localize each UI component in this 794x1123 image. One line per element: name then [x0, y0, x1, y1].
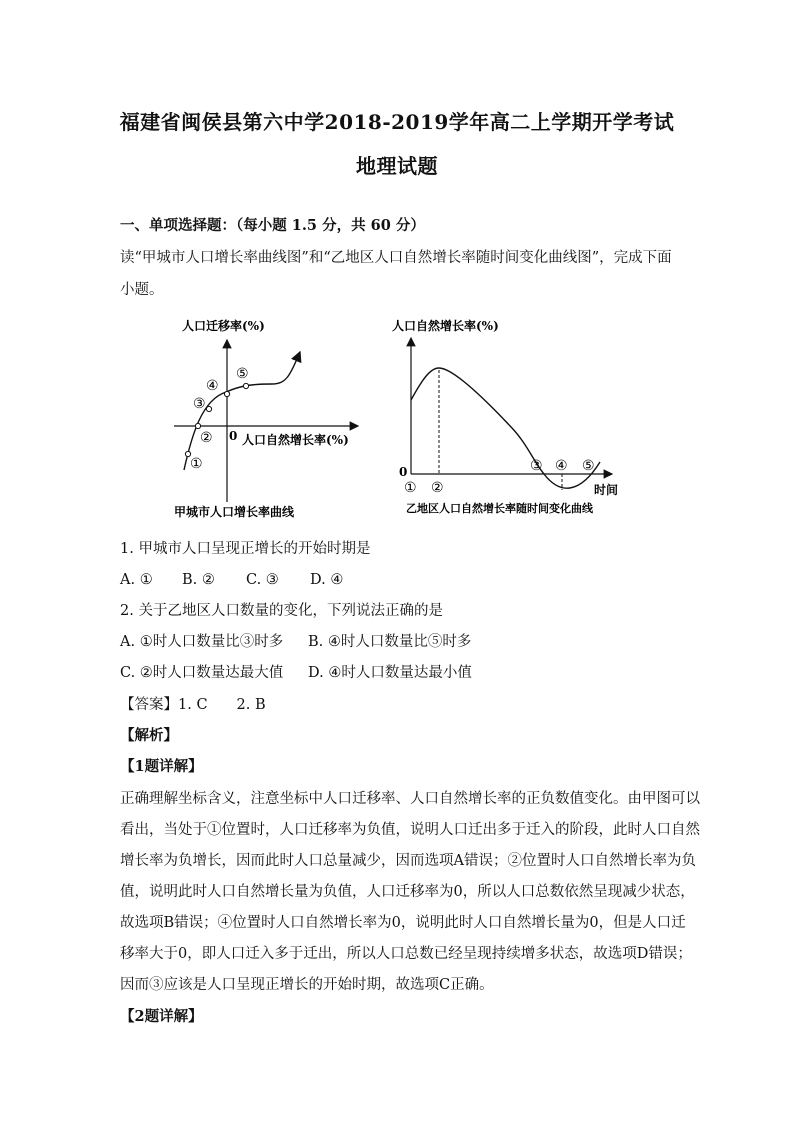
- q2-option-c: C. ②时人口数量达最大值: [120, 665, 284, 681]
- figure-b-marker-2: ②: [431, 480, 444, 496]
- figure-b-marker-4: ④: [555, 458, 568, 474]
- q1-option-b: B. ②: [182, 572, 215, 588]
- figure-a-point-3: [206, 406, 211, 411]
- figure-b-y-label: 人口自然增长率(%): [392, 319, 499, 333]
- answer: 【答案】1. C 2. B: [120, 697, 266, 713]
- q1-option-c: C. ③: [246, 572, 279, 588]
- intro-line-1: 读“甲城市人口增长率曲线图”和“乙地区人口自然增长率随时间变化曲线图”，完成下面: [120, 250, 672, 266]
- figure-b: [392, 312, 642, 527]
- q1-detail-line: 因而③应该是人口呈现正增长的开始时期，故选项C正确。: [120, 977, 494, 993]
- figure-a-x-label: 人口自然增长率(%): [242, 433, 349, 447]
- q2-option-b: B. ④时人口数量比⑤时多: [308, 634, 472, 650]
- figure-a-point-5: [243, 383, 248, 388]
- figure-b-marker-3: ③: [530, 458, 543, 474]
- figure-a-marker-3: ③: [193, 396, 206, 412]
- intro-line-2: 小题。: [120, 282, 164, 298]
- q1-detail-heading: 【1题详解】: [120, 758, 203, 775]
- figure-a-marker-5: ⑤: [236, 366, 249, 382]
- figure-b-marker-5: ⑤: [582, 458, 595, 474]
- analysis-heading: 【解析】: [120, 727, 178, 744]
- q1-detail-line: 移率大于0，即人口迁入多于迁出，所以人口总数已经呈现持续增多状态，故选项D错误；: [120, 946, 692, 962]
- q1-stem: 1. 甲城市人口呈现正增长的开始时期是: [120, 541, 371, 557]
- q1-option-d: D. ④: [310, 572, 344, 588]
- q1-detail-line: 增长率为负增长，因而此时人口总量减少，因而选项A错误；②位置时人口自然增长率为负: [120, 853, 696, 869]
- figure-b-caption: 乙地区人口自然增长率随时间变化曲线: [406, 502, 593, 515]
- figure-a-point-2: [195, 423, 200, 428]
- figure-b-origin: 0: [399, 465, 408, 479]
- figure-a-y-label: 人口迁移率(%): [182, 319, 265, 333]
- figure-a-marker-1: ①: [190, 456, 203, 472]
- q1-option-a: A. ①: [120, 572, 153, 588]
- figure-a: [160, 312, 370, 527]
- q1-detail-line: 正确理解坐标含义，注意坐标中人口迁移率、人口自然增长率的正负数值变化。由甲图可以: [120, 791, 700, 807]
- q2-option-d: D. ④时人口数量达最小值: [308, 665, 472, 681]
- figure-a-marker-2: ②: [200, 430, 213, 446]
- q1-detail-line: 故选项B错误；④位置时人口自然增长率为0，说明此时人口自然增长量为0，但是人口迁: [120, 915, 686, 931]
- figure-a-point-4: [224, 391, 229, 396]
- q1-detail-line: 看出，当处于①位置时，人口迁移率为负值，说明人口迁出多于迁入的阶段，此时人口自然: [120, 822, 700, 838]
- title-line-2: 地理试题: [356, 154, 438, 178]
- figure-b-marker-1: ①: [404, 480, 417, 496]
- q2-option-a: A. ①时人口数量比③时多: [120, 634, 284, 650]
- q2-detail-heading: 【2题详解】: [120, 1008, 203, 1025]
- figure-b-x-label: 时间: [594, 483, 619, 497]
- figure-a-caption: 甲城市人口增长率曲线: [174, 505, 295, 519]
- title-line-1: 福建省闽侯县第六中学2018-2019学年高二上学期开学考试: [119, 110, 675, 134]
- q1-detail-line: 值，说明此时人口自然增长量为负值，人口迁移率为0，所以人口总数依然呈现减少状态，: [120, 884, 695, 900]
- q2-stem: 2. 关于乙地区人口数量的变化，下列说法正确的是: [120, 603, 443, 619]
- figure-a-marker-4: ④: [206, 378, 219, 394]
- figure-a-origin: 0: [229, 429, 238, 443]
- section-heading: 一、单项选择题：（每小题 1.5 分，共 60 分）: [120, 217, 425, 234]
